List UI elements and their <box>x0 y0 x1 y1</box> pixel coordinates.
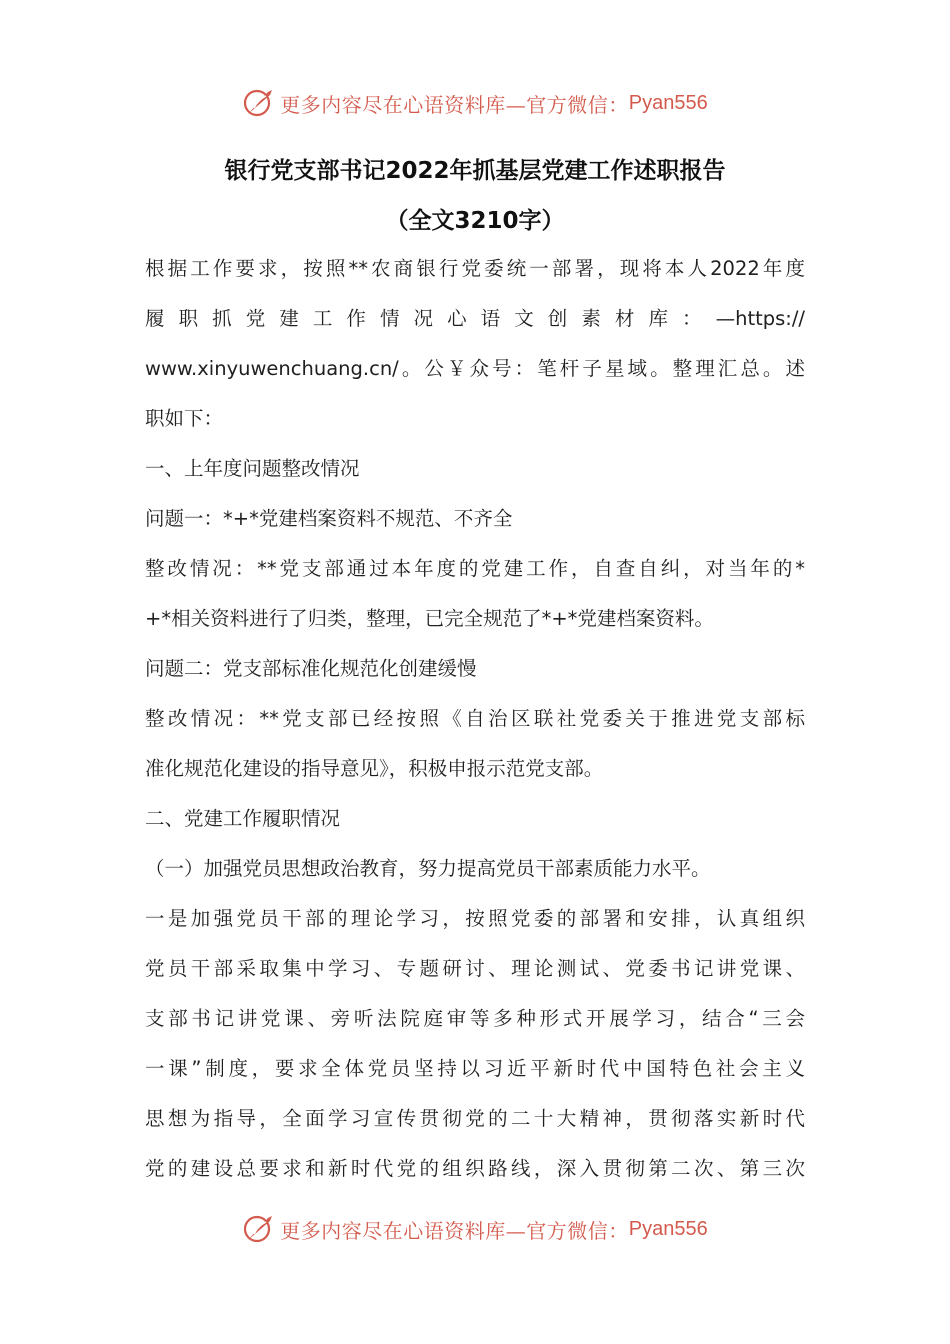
body-line: 问题二：党支部标准化规范化创建缓慢 <box>145 657 477 680</box>
document-title: 银行党支部书记2022年抓基层党建工作述职报告 <box>224 158 726 184</box>
section-heading: 二、党建工作履职情况 <box>145 807 341 830</box>
body-line: 党员干部采取集中学习、专题研讨、理论测试、党委书记讲党课、 <box>145 957 805 980</box>
header-banner-text: 更多内容尽在心语资料库—官方微信： <box>280 92 629 117</box>
body-line: 党的建设总要求和新时代党的组织路线，深入贯彻第二次、第三次 <box>145 1157 805 1180</box>
body-line: +*相关资料进行了归类，整理，已完全规范了*+*党建档案资料。 <box>145 607 714 630</box>
body-line: 一是加强党员干部的理论学习，按照党委的部署和安排，认真组织 <box>145 907 805 930</box>
body-line: 整改情况：**党支部已经按照《自治区联社党委关于推进党支部标 <box>145 707 805 730</box>
body-line: 准化规范化建设的指导意见》，积极申报示范党支部。 <box>145 757 604 780</box>
footer-banner <box>0 1204 950 1254</box>
body-line: 履职抓党建工作情况心语文创素材库：—https:// <box>145 307 805 330</box>
footer-banner-id: Pyan556 <box>628 1217 708 1240</box>
quill-logo-icon <box>242 86 276 120</box>
body-line: www.xinyuwenchuang.cn/。公￥众号：笔杆子星域。整理汇总。述 <box>145 357 805 380</box>
body-line: 思想为指导，全面学习宣传贯彻党的二十大精神，贯彻落实新时代 <box>145 1107 805 1130</box>
footer-banner-text: 更多内容尽在心语资料库—官方微信： <box>280 1218 629 1243</box>
body-line: 根据工作要求，按照**农商银行党委统一部署，现将本人2022年度 <box>145 257 805 280</box>
document-body <box>145 244 805 1194</box>
body-line: 支部书记讲党课、旁听法院庭审等多种形式开展学习，结合“三会 <box>145 1007 805 1030</box>
body-line: （一）加强党员思想政治教育，努力提高党员干部素质能力水平。 <box>145 857 711 880</box>
body-line: 整改情况：**党支部通过本年度的党建工作，自查自纠，对当年的* <box>145 557 805 580</box>
body-line: 一课”制度，要求全体党员坚持以习近平新时代中国特色社会主义 <box>145 1057 805 1080</box>
quill-logo-icon <box>242 1212 276 1246</box>
header-banner-id: Pyan556 <box>628 91 708 114</box>
body-line: 问题一：*+*党建档案资料不规范、不齐全 <box>145 507 513 530</box>
header-banner <box>0 78 950 128</box>
section-heading: 一、上年度问题整改情况 <box>145 457 360 480</box>
body-line: 职如下： <box>145 407 224 430</box>
document-subtitle: （全文3210字） <box>385 208 565 234</box>
